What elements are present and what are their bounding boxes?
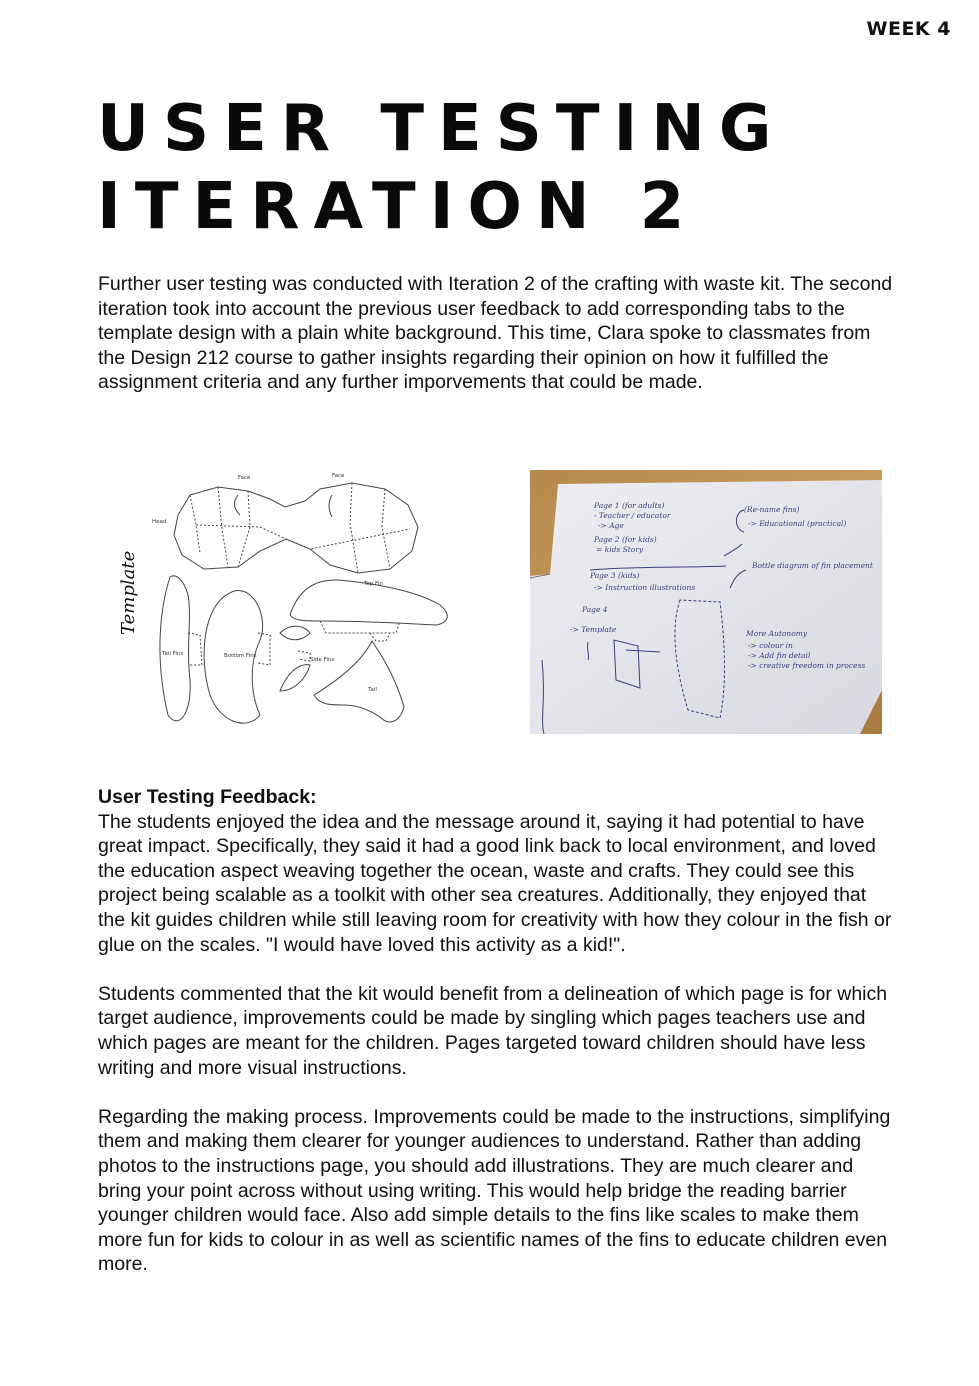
label-face-right: Face	[332, 473, 345, 479]
label-bottom-fins: Bottom Fins	[224, 653, 257, 659]
note-15: -> creative freedom in process	[748, 661, 866, 670]
template-script-label: Template	[118, 550, 139, 635]
feedback-section	[98, 785, 898, 1301]
note-11: Bottle diagram of fin placement	[752, 561, 873, 570]
note-2: -> Age	[598, 521, 624, 530]
week-label: WEEK 4	[866, 18, 951, 40]
label-top-fin: Top Fin	[364, 581, 383, 587]
feedback-paragraph: Regarding the making process. Improvements could be made to the instructions, simplifying them and making them clearer for younger audiences to understand. Rather than adding photos to the instructions page, you should add illustrations. They are much clearer and bring your point across without using writing. This would help bridge the reading barrier younger children would face. Also add simple details to the fins like scales to make them more fun for kids to colour in as well as scientific names of the fins to educate children even more.	[98, 1105, 891, 1276]
note-6: -> Instruction illustrations	[594, 583, 696, 592]
note-1: - Teacher / educator	[594, 511, 671, 520]
note-0: Page 1 (for adults)	[594, 501, 665, 510]
note-3: Page 2 (for kids)	[594, 535, 657, 544]
label-tail: Tail	[368, 687, 377, 693]
label-tail-fins: Tail Fins	[162, 651, 184, 657]
note-10: -> Educational (practical)	[748, 519, 847, 528]
label-head: Head	[152, 519, 167, 525]
title-line-1: USER TESTING	[97, 92, 786, 166]
fish-template-figure	[100, 465, 460, 733]
note-12: More Autonomy	[746, 629, 808, 638]
note-9: (Re-name fins)	[744, 505, 800, 514]
feedback-heading: User Testing Feedback:	[98, 786, 317, 808]
title-line-2: ITERATION 2	[97, 170, 699, 244]
feedback-paragraph: Students commented that the kit would benefit from a delineation of which page is for which target audience, improvements could be made by singling which pages teachers use and which pages are meant for the children. Pages targeted toward children should have less writing and more visual instructions.	[98, 982, 888, 1079]
note-13: -> colour in	[748, 641, 793, 650]
label-face-left: Face	[238, 475, 251, 481]
intro-paragraph: Further user testing was conducted with Iteration 2 of the crafting with waste kit. The second iteration took into account the previous user feedback to add corresponding tabs to the template design with a plain white background. This time, Clara spoke to classmates from the Design 212 course to gather insights regarding their opinion on how it fulfilled the assignment criteria and any further imporvements that could be made.	[98, 273, 893, 394]
note-5: Page 3 (kids)	[590, 571, 640, 580]
note-8: -> Template	[570, 625, 617, 634]
note-7: Page 4	[582, 605, 608, 614]
note-4: = kids Story	[596, 545, 644, 554]
note-14: -> Add fin detail	[748, 651, 811, 660]
label-side-fins: Side Fins	[310, 657, 335, 663]
page-title	[97, 90, 785, 246]
handwritten-notes-photo	[530, 470, 882, 734]
feedback-paragraph: The students enjoyed the idea and the message around it, saying it had potential to have great impact. Specifically, they said it had a good link back to local environment, and loved the education aspect weaving together the ocean, waste and crafts. They could see this project being scalable as a toolkit with other sea creatures. Additionally, they enjoyed that the kit guides children while still leaving room for creativity with how they colour in the fish or glue on the scales. "I would have loved this activity as a kid!".	[98, 810, 892, 956]
